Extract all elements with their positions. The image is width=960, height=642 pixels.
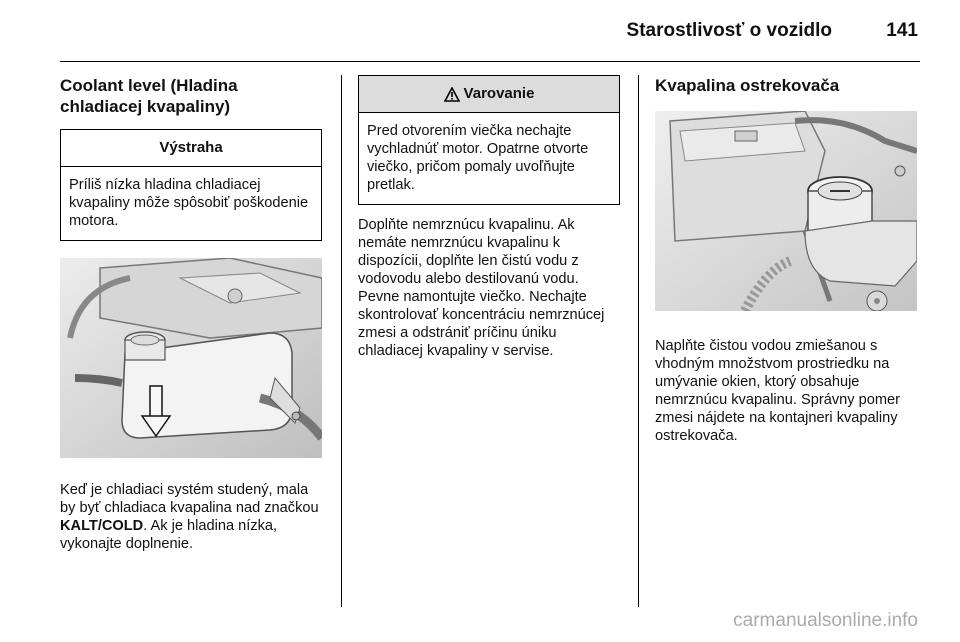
caution-text: Príliš nízka hladina chladiacej kvapaliny môže spôsobiť poškodenie motora.	[69, 177, 309, 229]
caution-box	[60, 129, 322, 241]
coolant-paragraph-start: Keď je chladiaci systém studený, mala by byť chladiaca kvapalina nad značkou	[60, 482, 319, 516]
column-divider-2	[638, 75, 639, 607]
column-warning	[358, 75, 620, 360]
kalt-cold-mark: KALT/COLD	[60, 518, 144, 534]
warning-triangle-icon	[444, 87, 460, 102]
coolant-paragraph-end: . Ak je hladina nízka, vykonajte doplnenie.	[60, 518, 278, 552]
coolant-reservoir-illustration	[60, 258, 322, 458]
warning-box	[358, 75, 620, 205]
coolant-paragraph	[60, 481, 322, 553]
header-rule	[60, 61, 920, 62]
section-heading-coolant: Coolant level (Hladina chladiacej kvapaliny)	[60, 76, 238, 116]
washer-paragraph: Naplňte čistou vodou zmiešanou s vhodným množstvom prostriedku na umývanie okien, ktorý obsahuje nemrznúcu kvapalinu. Správny pomer zmesi nájdete na kontajneri kvapaliny ostrekovača.	[655, 338, 900, 444]
warning-text: Pred otvorením viečka nechajte vychladnúť motor. Opatrne otvorte viečko, pričom pomaly uvoľňujte pretlak.	[367, 123, 589, 193]
section-heading-washer: Kvapalina ostrekovača	[655, 76, 840, 95]
page-number: 141	[886, 20, 918, 41]
washer-reservoir-illustration	[655, 111, 917, 311]
column-washer	[655, 75, 917, 445]
caution-title: Výstraha	[61, 130, 321, 167]
column-coolant	[60, 75, 322, 553]
column-divider-1	[341, 75, 342, 607]
coolant-refill-paragraph: Doplňte nemrznúcu kvapalinu. Ak nemáte nemrznúcu kvapalinu k dispozícii, doplňte len čistú vodu z vodovodu alebo destilovanú vodu. Pevne namontujte viečko. Nechajte skontrolovať koncentráciu nemrznúcej zmesi a odstrániť príčinu úniku chladiacej kvapaliny v servise.	[358, 217, 605, 359]
footer-watermark: carmanualsonline.info	[733, 610, 918, 631]
page-header-title: Starostlivosť o vozidlo	[626, 20, 832, 41]
warning-title: Varovanie	[463, 85, 535, 102]
